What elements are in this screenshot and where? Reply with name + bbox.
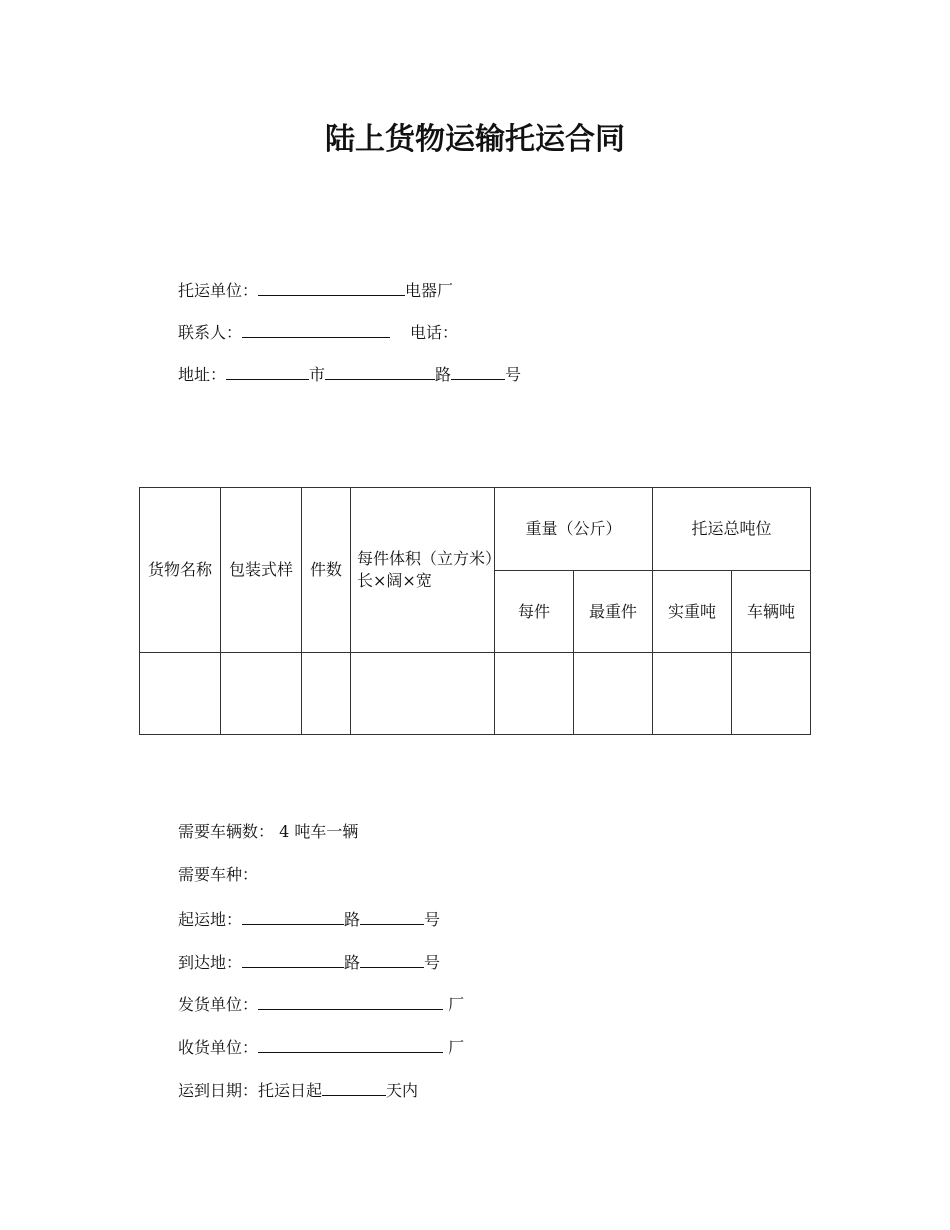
road-blank[interactable] [325,361,435,380]
receiver-row [178,1034,464,1056]
destination-row [178,949,440,971]
arrival-row [178,1077,418,1099]
vehicles-value: 4 吨车一辆 [274,822,359,841]
destination-road-blank[interactable] [242,949,344,968]
cell-tonnage-vehicle[interactable] [732,653,811,735]
arrival-suffix: 天内 [386,1081,419,1100]
origin-number-blank[interactable] [360,906,424,925]
road-suffix: 路 [344,910,361,929]
sender-blank[interactable] [258,991,443,1010]
cell-tonnage-actual[interactable] [653,653,732,735]
vehicle-type-row [178,864,258,886]
shipper-suffix: 电器厂 [405,281,454,300]
cell-volume[interactable] [351,653,495,735]
shipper-row [178,277,453,299]
arrival-label: 运到日期：托运日起 [178,1081,323,1100]
road-suffix: 路 [344,953,361,972]
address-label: 地址： [178,365,227,384]
phone-label: 电话： [410,323,459,342]
sender-row [178,991,464,1013]
number-suffix: 号 [424,910,441,929]
vehicle-type-label: 需要车种： [178,865,259,884]
number-blank[interactable] [451,361,505,380]
origin-row [178,906,440,928]
table-row [140,653,811,735]
address-row [178,361,521,383]
header-volume: 每件体积（立方米）长×阔×宽 [351,488,495,653]
factory-suffix: 厂 [443,995,465,1014]
number-suffix: 号 [424,953,441,972]
goods-table [139,487,811,735]
header-weight-each: 每件 [495,571,574,653]
number-suffix: 号 [505,365,522,384]
shipper-label: 托运单位： [178,281,259,300]
cell-packaging[interactable] [221,653,302,735]
receiver-blank[interactable] [258,1034,443,1053]
contact-label: 联系人： [178,323,243,342]
road-suffix: 路 [435,365,452,384]
shipper-blank[interactable] [258,277,405,296]
contact-row [178,319,458,341]
vehicles-row [178,821,358,843]
origin-label: 起运地： [178,910,243,929]
cell-weight-each[interactable] [495,653,574,735]
header-goods-name: 货物名称 [140,488,221,653]
vehicles-label: 需要车辆数： [178,822,275,841]
cell-weight-max[interactable] [574,653,653,735]
sender-label: 发货单位： [178,995,259,1014]
destination-number-blank[interactable] [360,949,424,968]
origin-road-blank[interactable] [242,906,344,925]
header-tonnage: 托运总吨位 [653,488,811,571]
arrival-days-blank[interactable] [322,1077,386,1096]
receiver-label: 收货单位： [178,1038,259,1057]
city-suffix: 市 [309,365,326,384]
header-packaging: 包装式样 [221,488,302,653]
cell-quantity[interactable] [302,653,351,735]
header-tonnage-vehicle: 车辆吨 [732,571,811,653]
header-weight-max: 最重件 [574,571,653,653]
document-title: 陆上货物运输托运合同 [325,122,625,157]
destination-label: 到达地： [178,953,243,972]
city-blank[interactable] [226,361,309,380]
header-tonnage-actual: 实重吨 [653,571,732,653]
header-quantity: 件数 [302,488,351,653]
cell-goods-name[interactable] [140,653,221,735]
contact-blank[interactable] [242,319,390,338]
header-weight: 重量（公斤） [495,488,653,571]
factory-suffix: 厂 [443,1038,465,1057]
